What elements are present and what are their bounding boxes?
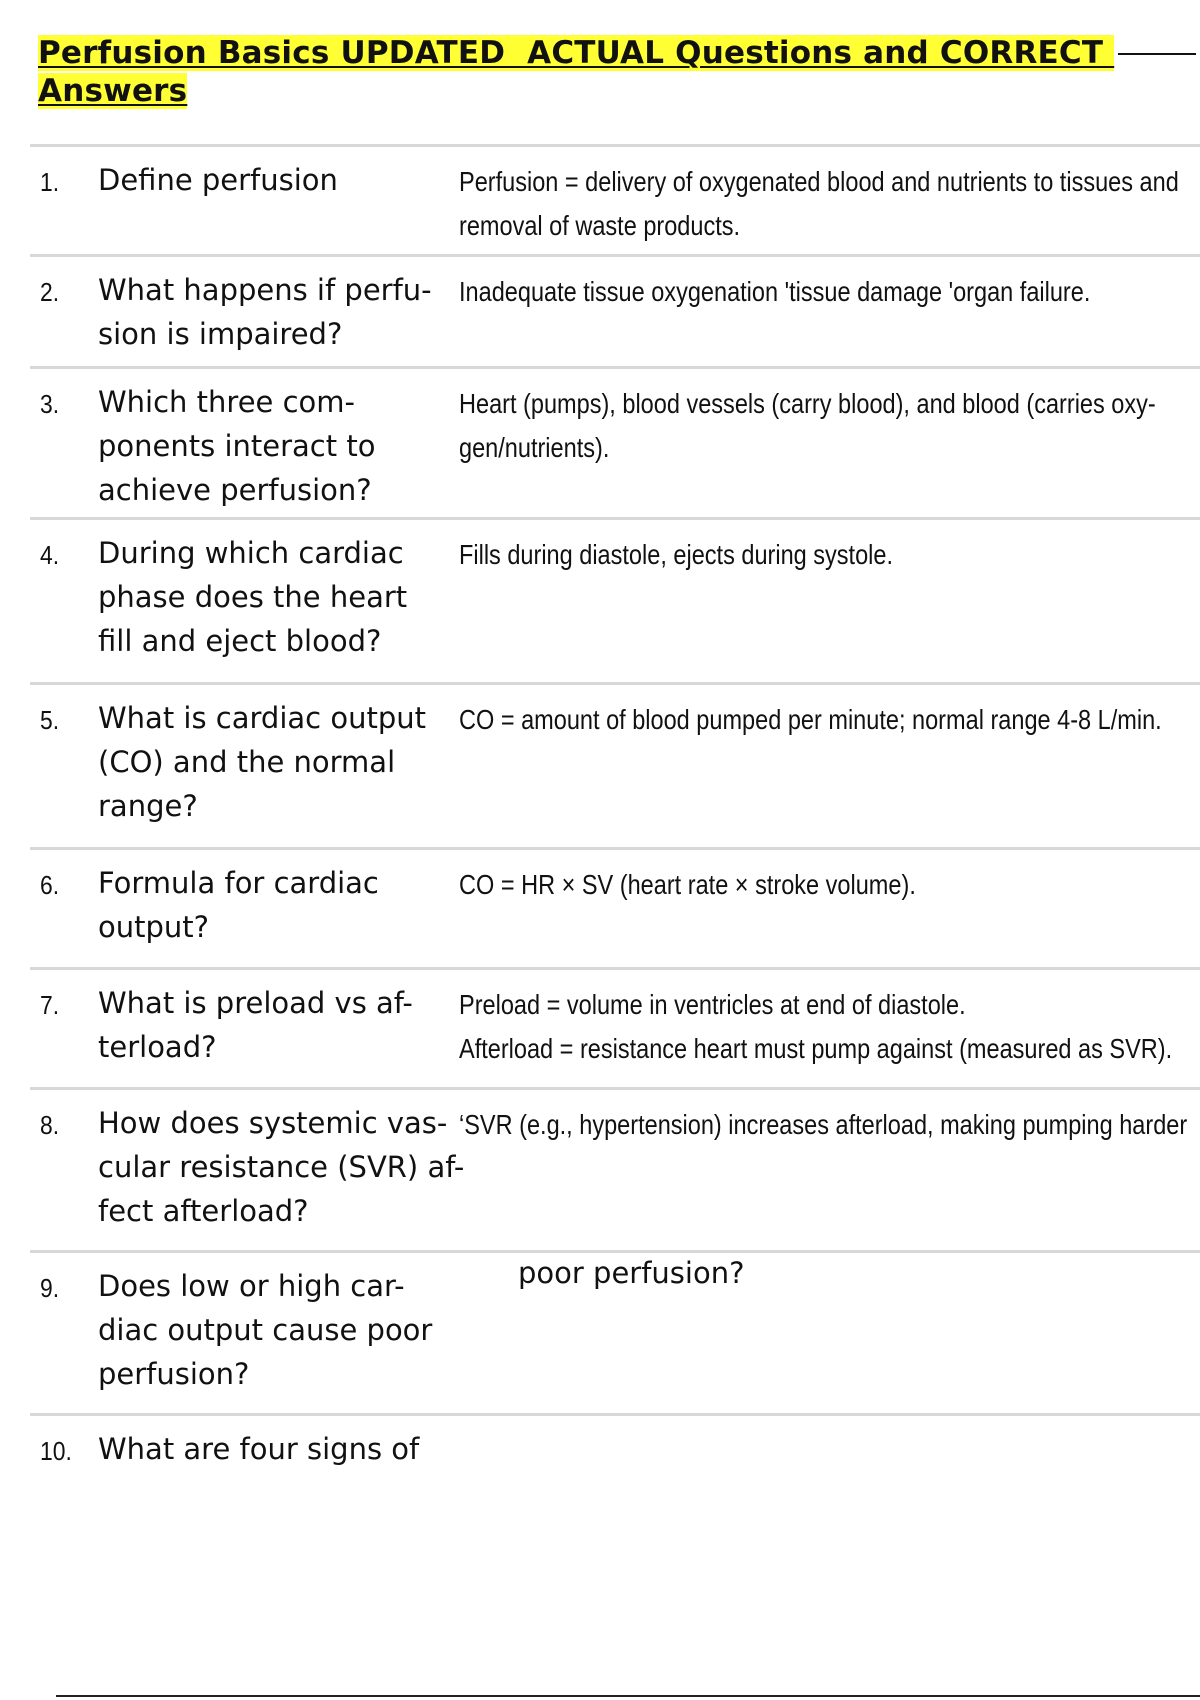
question-number: 10. — [40, 1436, 72, 1466]
question-line: Which three com- — [98, 385, 355, 419]
question-line: fect afterload? — [98, 1194, 309, 1228]
answer-text — [459, 1103, 1187, 1147]
answer-line: Afterload = resistance heart must pump against (measured as SVR). — [459, 1033, 1173, 1064]
question-text — [98, 696, 468, 828]
answer-text — [518, 1251, 744, 1295]
question-text — [98, 158, 468, 202]
answer-line: ‘SVR (e.g., hypertension) increases afterload, making pumping harder — [459, 1109, 1188, 1140]
qa-row-4 — [30, 517, 1200, 682]
answer-line: CO = amount of blood pumped per minute; normal range 4-8 L/min. — [459, 704, 1162, 735]
question-line: What happens if perfu- — [98, 273, 432, 307]
question-line: What are four signs of — [98, 1432, 420, 1466]
answer-line: Perfusion = delivery of oxygenated blood and nutrients to tissues and — [459, 166, 1179, 197]
answer-line: Fills during diastole, ejects during systole. — [459, 539, 894, 570]
answer-text — [459, 698, 1162, 742]
question-line: achieve perfusion? — [98, 473, 372, 507]
question-text — [98, 981, 468, 1069]
question-text — [98, 1101, 468, 1233]
question-text — [98, 1427, 468, 1471]
answer-text — [459, 270, 1090, 314]
document-title — [38, 34, 1138, 110]
question-line: Does low or high car- — [98, 1269, 405, 1303]
question-number: 8. — [40, 1110, 60, 1140]
question-number: 9. — [40, 1273, 60, 1303]
question-line: Define perfusion — [98, 163, 338, 197]
question-line: sion is impaired? — [98, 317, 343, 351]
question-line: During which cardiac — [98, 536, 404, 570]
title-trailing-rule — [1118, 53, 1196, 55]
question-line: output? — [98, 910, 210, 944]
title-line-2: Answers — [38, 73, 188, 109]
answer-line: Preload = volume in ventricles at end of diastole. — [459, 989, 966, 1020]
question-line: Formula for cardiac — [98, 866, 379, 900]
question-text — [98, 1264, 468, 1396]
answer-text — [459, 160, 1179, 248]
answer-line: Inadequate tissue oxygenation 'tissue damage 'organ failure. — [459, 276, 1091, 307]
question-line: How does systemic vas- — [98, 1106, 448, 1140]
question-line: cular resistance (SVR) af- — [98, 1150, 465, 1184]
question-number: 5. — [40, 705, 60, 735]
question-text — [98, 861, 468, 949]
question-line: perfusion? — [98, 1357, 250, 1391]
answer-text — [459, 863, 916, 907]
qa-row-1 — [30, 144, 1200, 254]
question-line: terload? — [98, 1030, 217, 1064]
question-line: What is preload vs af- — [98, 986, 413, 1020]
question-number: 3. — [40, 389, 60, 419]
qa-row-2 — [30, 254, 1200, 366]
question-number: 4. — [40, 540, 60, 570]
question-line: diac output cause poor — [98, 1313, 433, 1347]
question-line: (CO) and the normal — [98, 745, 396, 779]
title-line-1: Perfusion Basics UPDATED ACTUAL Questions and CORRECT — [38, 35, 1115, 71]
answer-line: Heart (pumps), blood vessels (carry blood), and blood (carries oxy- — [459, 388, 1156, 419]
question-line: ponents interact to — [98, 429, 376, 463]
question-line: range? — [98, 789, 198, 823]
qa-row-5 — [30, 682, 1200, 847]
question-number: 6. — [40, 870, 60, 900]
qa-row-9 — [30, 1250, 1200, 1413]
qa-row-7 — [30, 967, 1200, 1087]
qa-row-10 — [30, 1413, 1200, 1533]
question-line: fill and eject blood? — [98, 624, 382, 658]
question-text — [98, 268, 468, 356]
answer-line: removal of waste products. — [459, 210, 741, 241]
question-text — [98, 531, 468, 663]
answer-line: poor perfusion? — [518, 1256, 745, 1290]
question-line: phase does the heart — [98, 580, 408, 614]
question-number: 7. — [40, 990, 60, 1020]
answer-text — [459, 533, 893, 577]
question-text — [98, 380, 468, 512]
answer-line: gen/nutrients). — [459, 432, 610, 463]
answer-line: CO = HR × SV (heart rate × stroke volume). — [459, 869, 916, 900]
page-bottom-rule — [56, 1695, 1200, 1697]
question-number: 1. — [40, 167, 60, 197]
qa-row-6 — [30, 847, 1200, 967]
question-line: What is cardiac output — [98, 701, 426, 735]
question-number: 2. — [40, 277, 60, 307]
qa-row-8 — [30, 1087, 1200, 1250]
answer-text — [459, 983, 1172, 1071]
answer-text — [459, 382, 1156, 470]
qa-row-3 — [30, 366, 1200, 517]
